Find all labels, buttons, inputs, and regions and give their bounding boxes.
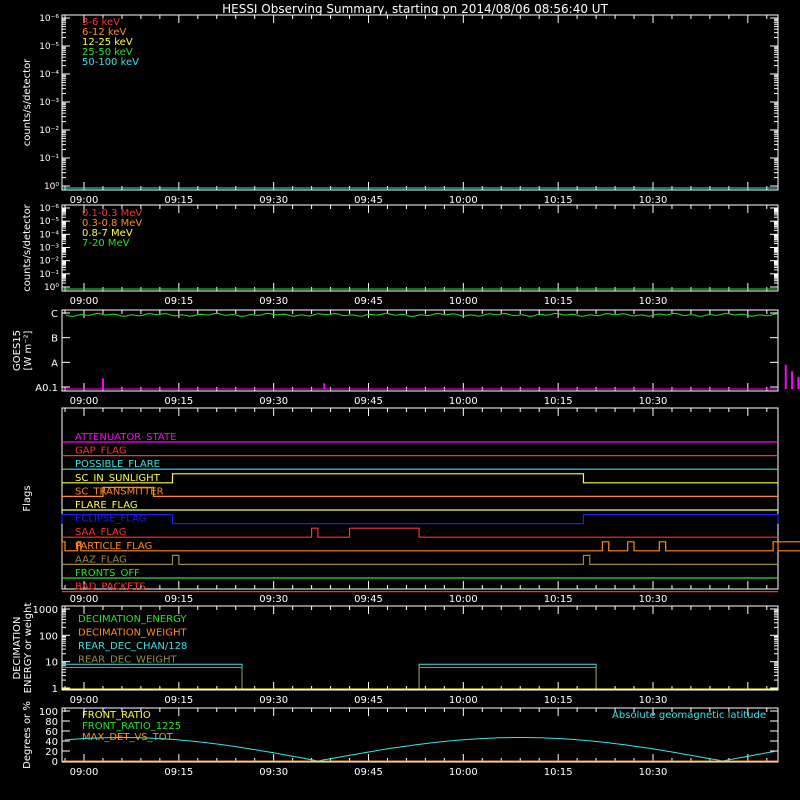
- x-tick-label: 09:45: [354, 396, 383, 407]
- y-tick-label: 10⁻⁵: [39, 42, 59, 52]
- x-tick-label: 10:30: [638, 594, 668, 605]
- x-tick-label: 10:00: [448, 296, 478, 307]
- x-tick-label: 10:15: [543, 695, 573, 706]
- legend-entry: REAR_DEC_WEIGHT: [78, 654, 177, 666]
- legend-entry: FRONT_RATIO: [82, 710, 151, 721]
- y-tick-label: 1000: [32, 605, 58, 616]
- panel-decimation: [12, 603, 778, 706]
- y-tick-label: 10⁻⁴: [39, 70, 59, 80]
- y-axis-label: counts/s/detector: [22, 58, 33, 147]
- x-tick-label: 09:15: [164, 195, 194, 206]
- x-tick-label: 10:00: [448, 767, 478, 778]
- flag-label-gap_flag: GAP_FLAG: [75, 445, 127, 457]
- flag-label-aaz_flag: AAZ_FLAG: [75, 554, 127, 566]
- y-tick-label: 10⁻⁶: [39, 14, 59, 24]
- y-tick-label: 10⁻³: [39, 243, 59, 254]
- x-tick-label: 09:15: [164, 695, 194, 706]
- y-tick-label: 10⁻²: [39, 126, 59, 136]
- legend-entry: 0.3-0.8 MeV: [82, 218, 143, 229]
- panel-gamma: [22, 203, 778, 307]
- legend-entry: MAX_DET_VS_TOT: [82, 732, 173, 743]
- x-tick-label: 10:30: [638, 695, 668, 706]
- y-tick-label: 100: [38, 707, 58, 718]
- flag-line: [62, 528, 778, 537]
- x-tick-label: 09:00: [69, 396, 99, 407]
- panel-frame: [62, 205, 778, 291]
- x-tick-label: 09:15: [164, 396, 194, 407]
- x-tick-label: 10:15: [543, 296, 573, 307]
- flag-label-sc_in_sunlight: SC_IN_SUNLIGHT: [75, 472, 160, 484]
- x-tick-label: 09:45: [354, 695, 383, 706]
- decimation-step-rear_weight: [62, 668, 596, 689]
- y-axis-label-2: ENERGY or weight: [23, 602, 34, 694]
- legend-entry: DECIMATION_ENERGY: [78, 614, 187, 625]
- flag-line: [62, 515, 778, 524]
- x-tick-label: 10:30: [638, 296, 668, 307]
- y-tick-label: A: [51, 358, 58, 370]
- panel-frame: [62, 310, 778, 391]
- x-tick-label: 09:45: [354, 195, 383, 206]
- goes-spike: [797, 377, 799, 389]
- x-tick-label: 09:30: [259, 195, 289, 206]
- x-tick-label: 09:30: [259, 695, 289, 706]
- x-tick-label: 09:45: [354, 594, 383, 605]
- y-tick-label: 10⁻⁵: [39, 217, 59, 228]
- legend-entry: DECIMATION_WEIGHT: [78, 627, 187, 639]
- x-tick-label: 09:45: [354, 296, 383, 307]
- panel-flags: [22, 408, 800, 605]
- y-tick-label: 100: [38, 631, 58, 643]
- x-tick-label: 09:15: [164, 767, 194, 778]
- y-axis-label: GOES15: [12, 329, 23, 372]
- legend-entry: FRONT_RATIO_1225: [82, 721, 182, 732]
- x-tick-label: 09:30: [259, 396, 289, 407]
- goes-spike: [785, 365, 787, 389]
- x-tick-label: 09:30: [259, 767, 289, 778]
- y-axis-label: Degrees or %: [22, 701, 33, 769]
- legend-entry: 12-25 keV: [82, 37, 133, 48]
- x-tick-label: 10:00: [448, 594, 478, 605]
- flag-line: [62, 487, 778, 496]
- flag-line: [62, 542, 800, 551]
- y-axis-label-2: [W m⁻²]: [23, 330, 34, 371]
- x-tick-label: 09:00: [69, 594, 99, 605]
- y-tick-label: 10⁻⁴: [39, 230, 59, 241]
- flag-label-fronts_off: FRONTS_OFF: [75, 568, 140, 579]
- x-tick-label: 09:00: [69, 195, 99, 206]
- y-tick-label: 0: [51, 757, 58, 768]
- panel-goes: [12, 309, 800, 407]
- x-tick-label: 09:45: [354, 767, 383, 778]
- goes-spike: [791, 371, 793, 389]
- x-tick-label: 10:00: [448, 695, 478, 706]
- flag-label-bad_packets: BAD_PACKETS: [75, 581, 146, 593]
- y-axis-label: Flags: [22, 485, 33, 512]
- y-tick-label: 60: [45, 727, 58, 738]
- y-tick-label: A0.1: [35, 383, 58, 394]
- flag-line: [62, 555, 778, 564]
- y-tick-label: 10: [45, 657, 58, 669]
- legend-entry-right: Absolute geomagnetic latitude: [612, 710, 766, 721]
- flag-label-flare_flag: FLARE_FLAG: [75, 500, 138, 511]
- x-tick-label: 10:30: [638, 767, 668, 778]
- y-axis-label: DECIMATION: [12, 616, 23, 680]
- x-tick-label: 09:30: [259, 594, 289, 605]
- legend-entry: REAR_DEC_CHAN/128: [78, 641, 188, 652]
- legend-entry: 6-12 keV: [82, 27, 127, 38]
- flag-label-saa_flag: SAA_FLAG: [75, 527, 127, 539]
- y-tick-label: 10⁰: [43, 182, 59, 192]
- y-tick-label: 80: [45, 717, 58, 728]
- y-tick-label: 10⁻⁶: [39, 204, 59, 214]
- x-tick-label: 09:15: [164, 296, 194, 307]
- goes-spike: [323, 383, 325, 389]
- x-tick-label: 10:30: [638, 195, 668, 206]
- legend-entry: 0.1-0.3 MeV: [82, 208, 143, 219]
- y-axis-label: counts/s/detector: [22, 204, 33, 292]
- flag-label-eclipse_flag: ECLIPSE_FLAG: [75, 513, 147, 525]
- x-tick-label: 10:15: [543, 396, 573, 407]
- legend-entry: 3-6 keV: [82, 17, 120, 28]
- y-tick-label: C: [51, 309, 58, 320]
- legend-entry: 50-100 keV: [82, 57, 140, 68]
- y-tick-label: 20: [45, 747, 58, 758]
- goes-spike: [102, 378, 104, 389]
- series-goes-long: [66, 313, 778, 316]
- y-tick-label: B: [51, 333, 58, 345]
- y-tick-label: 10⁻¹: [39, 154, 59, 164]
- y-tick-label: 10⁻³: [39, 98, 59, 108]
- flag-label-attenuator_state: ATTENUATOR_STATE: [75, 432, 177, 443]
- legend-entry: 25-50 keV: [82, 47, 133, 58]
- y-tick-label: 40: [45, 737, 58, 748]
- flag-label-possible_flare: POSSIBLE_FLARE: [75, 459, 160, 471]
- x-tick-label: 10:00: [448, 195, 478, 206]
- x-tick-label: 09:00: [69, 767, 99, 778]
- x-tick-label: 09:30: [259, 296, 289, 307]
- y-tick-label: 10⁻¹: [39, 269, 59, 280]
- legend-entry: 0.8-7 MeV: [82, 228, 133, 239]
- y-tick-label: 1: [51, 684, 58, 695]
- x-tick-label: 09:15: [164, 594, 194, 605]
- figure-title: HESSI Observing Summary, starting on 2014/08/06 08:56:40 UT: [222, 2, 608, 16]
- x-tick-label: 10:15: [543, 594, 573, 605]
- x-tick-label: 09:00: [69, 296, 99, 307]
- y-tick-label: 10⁰: [43, 283, 59, 293]
- legend-entry: 7-20 MeV: [82, 238, 130, 249]
- panel-latitude: [22, 701, 778, 778]
- panel-xray: [22, 14, 778, 206]
- y-tick-label: 10⁻²: [39, 256, 59, 267]
- x-tick-label: 10:15: [543, 195, 573, 206]
- x-tick-label: 10:15: [543, 767, 573, 778]
- flag-label-particle_flag: PARTICLE_FLAG: [75, 540, 153, 552]
- x-tick-label: 09:00: [69, 695, 99, 706]
- flag-label-sc_transmitter: SC_TRANSMITTER: [75, 486, 164, 498]
- x-tick-label: 10:30: [638, 396, 668, 407]
- flag-line: [62, 474, 778, 483]
- x-tick-label: 10:00: [448, 396, 478, 407]
- panel-frame: [62, 15, 778, 190]
